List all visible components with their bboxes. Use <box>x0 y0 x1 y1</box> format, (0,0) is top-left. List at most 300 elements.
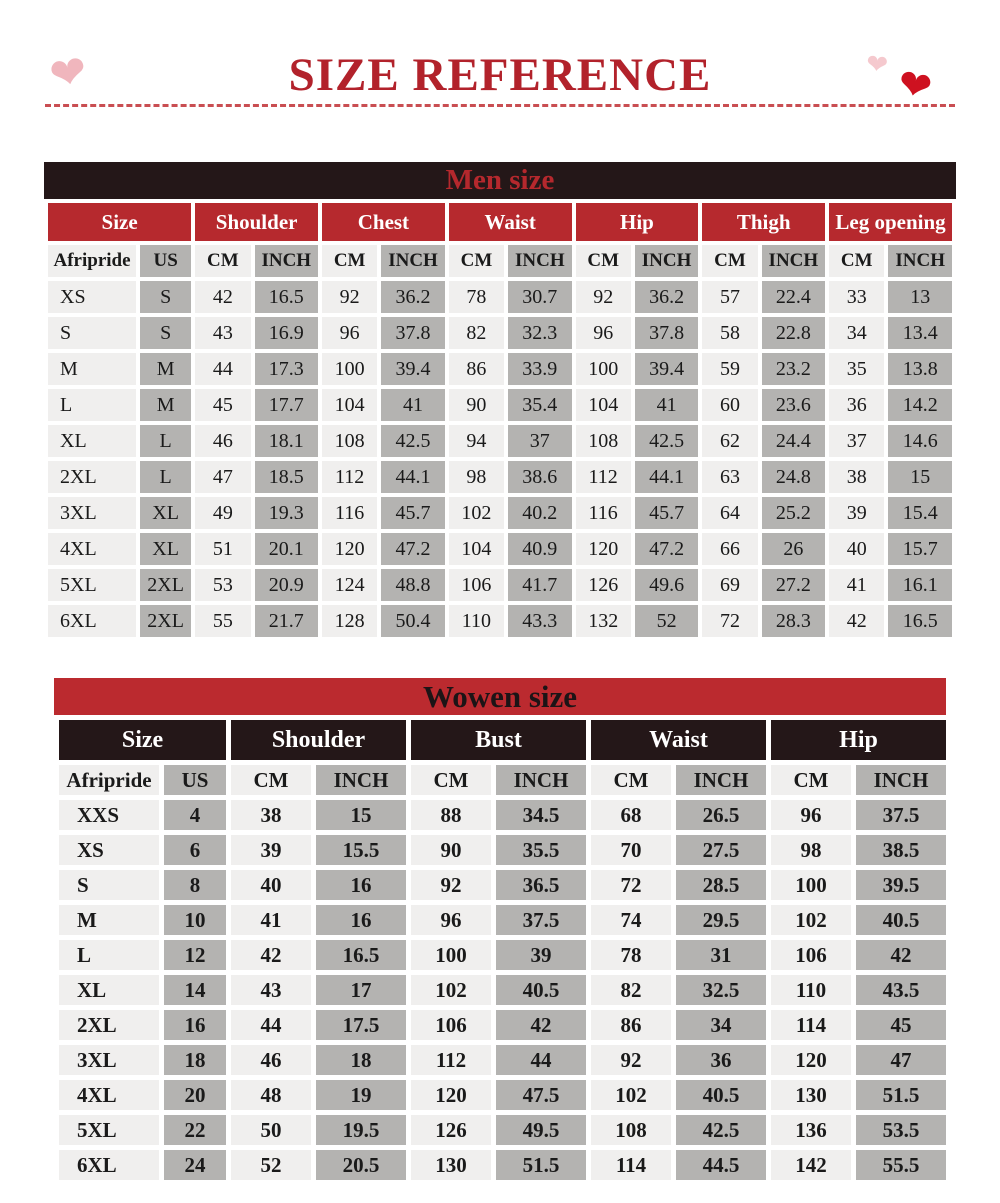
value-cell: 45 <box>195 389 250 421</box>
value-cell: 24 <box>164 1150 226 1180</box>
value-cell: 132 <box>576 605 631 637</box>
value-cell: 108 <box>576 425 631 457</box>
column-subheader: INCH <box>255 245 319 277</box>
value-cell: 120 <box>576 533 631 565</box>
value-cell: 31 <box>676 940 766 970</box>
value-cell: 68 <box>591 800 671 830</box>
page-title: SIZE REFERENCE <box>279 48 722 102</box>
value-cell: 42 <box>195 281 250 313</box>
column-subheader: INCH <box>856 765 946 795</box>
value-cell: 104 <box>576 389 631 421</box>
size-label-cell: XS <box>59 835 159 865</box>
column-subheader: CM <box>411 765 491 795</box>
value-cell: 62 <box>702 425 757 457</box>
value-cell: 23.2 <box>762 353 826 385</box>
size-label-cell: XS <box>48 281 136 313</box>
value-cell: 33 <box>829 281 884 313</box>
value-cell: 45.7 <box>635 497 699 529</box>
value-cell: 39.5 <box>856 870 946 900</box>
value-cell: 30.7 <box>508 281 571 313</box>
value-cell: 50.4 <box>381 605 444 637</box>
value-cell: 55.5 <box>856 1150 946 1180</box>
column-subheader: INCH <box>762 245 826 277</box>
value-cell: 66 <box>702 533 757 565</box>
value-cell: 128 <box>322 605 377 637</box>
size-label-cell: S <box>48 317 136 349</box>
size-label-cell: 3XL <box>48 497 136 529</box>
women-size-table <box>54 715 951 1185</box>
value-cell: 15 <box>888 461 952 493</box>
value-cell: 53.5 <box>856 1115 946 1145</box>
value-cell: L <box>140 425 191 457</box>
value-cell: 82 <box>591 975 671 1005</box>
value-cell: 42 <box>231 940 311 970</box>
table-row <box>48 605 952 637</box>
value-cell: 116 <box>576 497 631 529</box>
value-cell: 51 <box>195 533 250 565</box>
value-cell: 51.5 <box>496 1150 586 1180</box>
value-cell: 72 <box>591 870 671 900</box>
value-cell: 108 <box>322 425 377 457</box>
column-subheader: INCH <box>676 765 766 795</box>
size-label-cell: XXS <box>59 800 159 830</box>
value-cell: 86 <box>449 353 504 385</box>
value-cell: 106 <box>411 1010 491 1040</box>
column-subheader: INCH <box>316 765 406 795</box>
column-group-header: Waist <box>449 203 572 241</box>
value-cell: 59 <box>702 353 757 385</box>
value-cell: 40.5 <box>496 975 586 1005</box>
value-cell: 16.9 <box>255 317 319 349</box>
value-cell: 41.7 <box>508 569 571 601</box>
value-cell: 38 <box>231 800 311 830</box>
value-cell: 130 <box>411 1150 491 1180</box>
value-cell: 12 <box>164 940 226 970</box>
value-cell: 116 <box>322 497 377 529</box>
table-row <box>48 317 952 349</box>
value-cell: 88 <box>411 800 491 830</box>
value-cell: 102 <box>771 905 851 935</box>
value-cell: 60 <box>702 389 757 421</box>
column-subheader: Afripride <box>59 765 159 795</box>
column-subheader: CM <box>231 765 311 795</box>
value-cell: 86 <box>591 1010 671 1040</box>
value-cell: 21.7 <box>255 605 319 637</box>
column-subheader: INCH <box>496 765 586 795</box>
value-cell: 20.1 <box>255 533 319 565</box>
value-cell: 120 <box>411 1080 491 1110</box>
column-group-header: Size <box>59 720 226 760</box>
group-header-row <box>59 720 946 760</box>
column-subheader: Afripride <box>48 245 136 277</box>
value-cell: 36 <box>829 389 884 421</box>
value-cell: 40 <box>231 870 311 900</box>
column-group-header: Hip <box>576 203 699 241</box>
value-cell: 44 <box>231 1010 311 1040</box>
value-cell: 52 <box>635 605 699 637</box>
column-group-header: Bust <box>411 720 586 760</box>
value-cell: M <box>140 353 191 385</box>
value-cell: 48 <box>231 1080 311 1110</box>
table-row <box>59 870 946 900</box>
page-header <box>0 0 1000 162</box>
value-cell: S <box>140 317 191 349</box>
column-subheader: CM <box>449 245 504 277</box>
value-cell: XL <box>140 497 191 529</box>
value-cell: 40.5 <box>856 905 946 935</box>
value-cell: 102 <box>411 975 491 1005</box>
value-cell: 25.2 <box>762 497 826 529</box>
value-cell: 17 <box>316 975 406 1005</box>
value-cell: 36.5 <box>496 870 586 900</box>
value-cell: 130 <box>771 1080 851 1110</box>
value-cell: 96 <box>322 317 377 349</box>
value-cell: 13.4 <box>888 317 952 349</box>
value-cell: 37 <box>508 425 571 457</box>
table-row <box>59 800 946 830</box>
value-cell: 14 <box>164 975 226 1005</box>
value-cell: 42.5 <box>676 1115 766 1145</box>
value-cell: 19.5 <box>316 1115 406 1145</box>
value-cell: 44.1 <box>381 461 444 493</box>
value-cell: 34 <box>676 1010 766 1040</box>
value-cell: 39.4 <box>635 353 699 385</box>
value-cell: 55 <box>195 605 250 637</box>
women-size-table-title: Wowen size <box>54 678 946 715</box>
value-cell: 33.9 <box>508 353 571 385</box>
column-group-header: Leg opening <box>829 203 952 241</box>
group-header-row <box>48 203 952 241</box>
value-cell: 38.6 <box>508 461 571 493</box>
value-cell: 45 <box>856 1010 946 1040</box>
value-cell: 52 <box>231 1150 311 1180</box>
table-row <box>59 905 946 935</box>
value-cell: 35.4 <box>508 389 571 421</box>
value-cell: 10 <box>164 905 226 935</box>
value-cell: 36.2 <box>381 281 444 313</box>
size-label-cell: XL <box>48 425 136 457</box>
size-label-cell: 6XL <box>59 1150 159 1180</box>
table-row <box>48 281 952 313</box>
column-group-header: Waist <box>591 720 766 760</box>
value-cell: 14.6 <box>888 425 952 457</box>
column-subheader: CM <box>576 245 631 277</box>
table-row <box>59 1115 946 1145</box>
value-cell: 46 <box>195 425 250 457</box>
value-cell: 16.5 <box>316 940 406 970</box>
value-cell: 142 <box>771 1150 851 1180</box>
value-cell: 34.5 <box>496 800 586 830</box>
size-label-cell: L <box>59 940 159 970</box>
value-cell: S <box>140 281 191 313</box>
value-cell: 42 <box>829 605 884 637</box>
value-cell: 74 <box>591 905 671 935</box>
size-label-cell: 2XL <box>59 1010 159 1040</box>
column-group-header: Size <box>48 203 191 241</box>
size-label-cell: 4XL <box>59 1080 159 1110</box>
value-cell: 49 <box>195 497 250 529</box>
value-cell: 49.5 <box>496 1115 586 1145</box>
value-cell: 19 <box>316 1080 406 1110</box>
value-cell: 35.5 <box>496 835 586 865</box>
value-cell: 37.8 <box>635 317 699 349</box>
column-subheader: CM <box>322 245 377 277</box>
value-cell: M <box>140 389 191 421</box>
value-cell: 13 <box>888 281 952 313</box>
value-cell: 72 <box>702 605 757 637</box>
value-cell: 104 <box>322 389 377 421</box>
value-cell: 64 <box>702 497 757 529</box>
value-cell: 15.5 <box>316 835 406 865</box>
value-cell: 40.2 <box>508 497 571 529</box>
value-cell: 20.9 <box>255 569 319 601</box>
value-cell: 16.5 <box>255 281 319 313</box>
value-cell: 22.8 <box>762 317 826 349</box>
value-cell: 37.8 <box>381 317 444 349</box>
value-cell: 37.5 <box>496 905 586 935</box>
column-subheader: US <box>164 765 226 795</box>
value-cell: 92 <box>576 281 631 313</box>
value-cell: 126 <box>576 569 631 601</box>
value-cell: 43.3 <box>508 605 571 637</box>
value-cell: 29.5 <box>676 905 766 935</box>
value-cell: 22 <box>164 1115 226 1145</box>
table-row <box>59 1080 946 1110</box>
pink-heart-icon: ❤ <box>864 48 890 81</box>
size-label-cell: M <box>59 905 159 935</box>
value-cell: 17.7 <box>255 389 319 421</box>
value-cell: 16 <box>316 905 406 935</box>
value-cell: 48.8 <box>381 569 444 601</box>
value-cell: 38 <box>829 461 884 493</box>
value-cell: 92 <box>322 281 377 313</box>
column-subheader: INCH <box>508 245 571 277</box>
value-cell: 96 <box>411 905 491 935</box>
table-row <box>59 975 946 1005</box>
value-cell: 78 <box>591 940 671 970</box>
value-cell: 112 <box>411 1045 491 1075</box>
value-cell: 120 <box>771 1045 851 1075</box>
value-cell: 18.1 <box>255 425 319 457</box>
subheader-row <box>59 765 946 795</box>
value-cell: 106 <box>771 940 851 970</box>
value-cell: 16 <box>316 870 406 900</box>
value-cell: 63 <box>702 461 757 493</box>
table-row <box>48 353 952 385</box>
value-cell: 53 <box>195 569 250 601</box>
value-cell: 27.5 <box>676 835 766 865</box>
value-cell: 39 <box>496 940 586 970</box>
value-cell: 100 <box>411 940 491 970</box>
value-cell: 32.3 <box>508 317 571 349</box>
value-cell: 37.5 <box>856 800 946 830</box>
value-cell: 34 <box>829 317 884 349</box>
value-cell: 40.9 <box>508 533 571 565</box>
table-row <box>48 533 952 565</box>
size-label-cell: 4XL <box>48 533 136 565</box>
value-cell: 6 <box>164 835 226 865</box>
value-cell: 39 <box>231 835 311 865</box>
value-cell: 108 <box>591 1115 671 1145</box>
column-subheader: CM <box>195 245 250 277</box>
value-cell: 120 <box>322 533 377 565</box>
value-cell: 94 <box>449 425 504 457</box>
column-subheader: CM <box>771 765 851 795</box>
value-cell: 110 <box>771 975 851 1005</box>
size-label-cell: 2XL <box>48 461 136 493</box>
value-cell: 41 <box>231 905 311 935</box>
value-cell: XL <box>140 533 191 565</box>
value-cell: 112 <box>576 461 631 493</box>
value-cell: 110 <box>449 605 504 637</box>
column-subheader: CM <box>591 765 671 795</box>
value-cell: 17.3 <box>255 353 319 385</box>
size-label-cell: L <box>48 389 136 421</box>
value-cell: 92 <box>591 1045 671 1075</box>
value-cell: 8 <box>164 870 226 900</box>
value-cell: 36 <box>676 1045 766 1075</box>
value-cell: 38.5 <box>856 835 946 865</box>
value-cell: 39.4 <box>381 353 444 385</box>
value-cell: 18 <box>164 1045 226 1075</box>
table-row <box>59 835 946 865</box>
value-cell: 43.5 <box>856 975 946 1005</box>
pink-heart-icon: ❤ <box>45 46 91 101</box>
value-cell: 40 <box>829 533 884 565</box>
value-cell: 22.4 <box>762 281 826 313</box>
value-cell: 44.1 <box>635 461 699 493</box>
value-cell: 57 <box>702 281 757 313</box>
value-cell: 44 <box>195 353 250 385</box>
value-cell: 40.5 <box>676 1080 766 1110</box>
column-group-header: Hip <box>771 720 946 760</box>
value-cell: 15.4 <box>888 497 952 529</box>
value-cell: 47 <box>856 1045 946 1075</box>
value-cell: 47.2 <box>381 533 444 565</box>
value-cell: 136 <box>771 1115 851 1145</box>
value-cell: 2XL <box>140 605 191 637</box>
value-cell: 90 <box>449 389 504 421</box>
value-cell: 28.3 <box>762 605 826 637</box>
value-cell: 15 <box>316 800 406 830</box>
value-cell: 49.6 <box>635 569 699 601</box>
value-cell: 50 <box>231 1115 311 1145</box>
size-label-cell: XL <box>59 975 159 1005</box>
value-cell: 47 <box>195 461 250 493</box>
value-cell: 46 <box>231 1045 311 1075</box>
column-subheader: US <box>140 245 191 277</box>
size-label-cell: S <box>59 870 159 900</box>
value-cell: 106 <box>449 569 504 601</box>
value-cell: 100 <box>322 353 377 385</box>
value-cell: 43 <box>231 975 311 1005</box>
value-cell: 90 <box>411 835 491 865</box>
column-group-header: Shoulder <box>195 203 318 241</box>
value-cell: 92 <box>411 870 491 900</box>
value-cell: 82 <box>449 317 504 349</box>
value-cell: 42 <box>856 940 946 970</box>
size-label-cell: 3XL <box>59 1045 159 1075</box>
value-cell: 96 <box>576 317 631 349</box>
column-subheader: INCH <box>381 245 444 277</box>
table-row <box>48 497 952 529</box>
value-cell: 42.5 <box>635 425 699 457</box>
value-cell: 104 <box>449 533 504 565</box>
value-cell: 51.5 <box>856 1080 946 1110</box>
value-cell: 19.3 <box>255 497 319 529</box>
table-row <box>59 1150 946 1180</box>
value-cell: 126 <box>411 1115 491 1145</box>
value-cell: 24.8 <box>762 461 826 493</box>
value-cell: 43 <box>195 317 250 349</box>
value-cell: 44.5 <box>676 1150 766 1180</box>
value-cell: 42 <box>496 1010 586 1040</box>
value-cell: 15.7 <box>888 533 952 565</box>
value-cell: 4 <box>164 800 226 830</box>
value-cell: 102 <box>591 1080 671 1110</box>
value-cell: 98 <box>771 835 851 865</box>
value-cell: 124 <box>322 569 377 601</box>
value-cell: 27.2 <box>762 569 826 601</box>
column-subheader: CM <box>702 245 757 277</box>
column-subheader: INCH <box>635 245 699 277</box>
table-row <box>59 940 946 970</box>
value-cell: 2XL <box>140 569 191 601</box>
value-cell: 13.8 <box>888 353 952 385</box>
value-cell: 28.5 <box>676 870 766 900</box>
value-cell: 114 <box>591 1150 671 1180</box>
value-cell: 58 <box>702 317 757 349</box>
value-cell: 32.5 <box>676 975 766 1005</box>
value-cell: 98 <box>449 461 504 493</box>
value-cell: 36.2 <box>635 281 699 313</box>
value-cell: 26.5 <box>676 800 766 830</box>
column-group-header: Chest <box>322 203 445 241</box>
men-size-table-title: Men size <box>44 162 956 199</box>
subheader-row <box>48 245 952 277</box>
value-cell: 18 <box>316 1045 406 1075</box>
table-row <box>48 461 952 493</box>
value-cell: 41 <box>635 389 699 421</box>
value-cell: 100 <box>771 870 851 900</box>
value-cell: 17.5 <box>316 1010 406 1040</box>
value-cell: 70 <box>591 835 671 865</box>
table-row <box>59 1045 946 1075</box>
value-cell: 42.5 <box>381 425 444 457</box>
column-group-header: Shoulder <box>231 720 406 760</box>
value-cell: 45.7 <box>381 497 444 529</box>
value-cell: 44 <box>496 1045 586 1075</box>
value-cell: 78 <box>449 281 504 313</box>
size-label-cell: 5XL <box>48 569 136 601</box>
value-cell: L <box>140 461 191 493</box>
table-row <box>48 425 952 457</box>
table-row <box>48 569 952 601</box>
value-cell: 20 <box>164 1080 226 1110</box>
size-label-cell: M <box>48 353 136 385</box>
column-subheader: CM <box>829 245 884 277</box>
value-cell: 47.2 <box>635 533 699 565</box>
value-cell: 100 <box>576 353 631 385</box>
value-cell: 96 <box>771 800 851 830</box>
value-cell: 16.5 <box>888 605 952 637</box>
decorative-dashed-line <box>45 104 955 107</box>
value-cell: 41 <box>381 389 444 421</box>
size-label-cell: 6XL <box>48 605 136 637</box>
value-cell: 18.5 <box>255 461 319 493</box>
table-row <box>59 1010 946 1040</box>
value-cell: 69 <box>702 569 757 601</box>
